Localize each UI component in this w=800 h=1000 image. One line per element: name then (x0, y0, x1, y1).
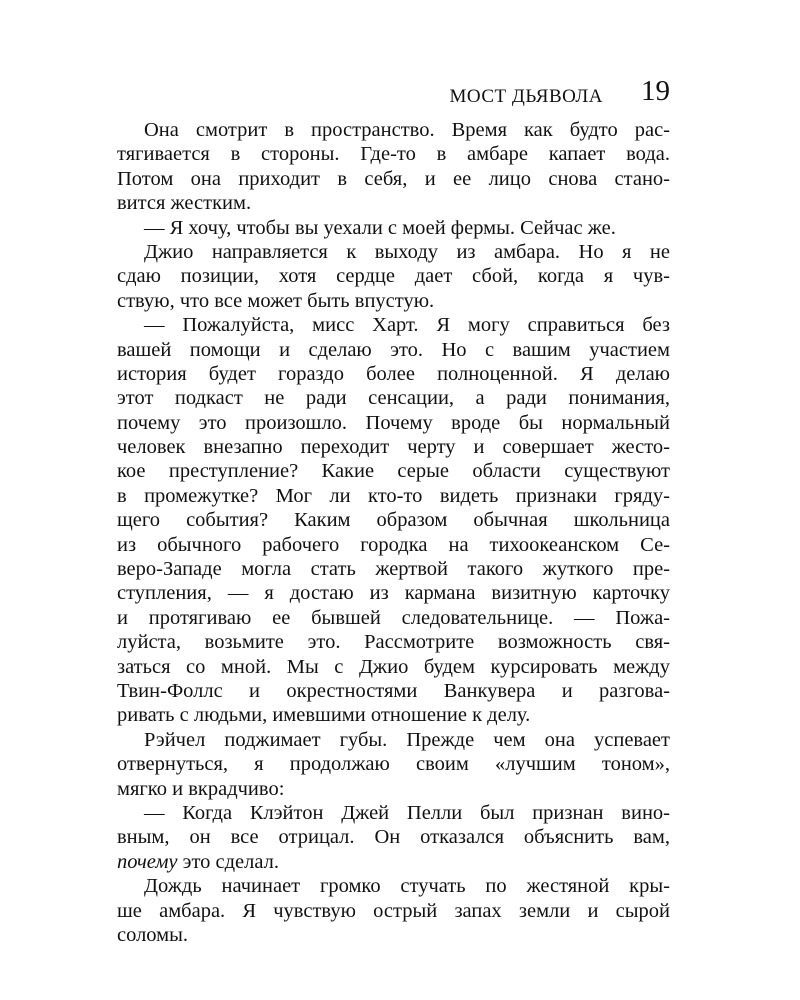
text-line: заться со мной. Мы с Джио будем курсировать между (117, 655, 670, 678)
text-line: ступления, — я достаю из кармана визитную карточку (117, 582, 670, 605)
text-line: вашей помощи и сделаю это. Но с вашим участием (117, 338, 670, 361)
paragraph (117, 801, 670, 874)
text-line: кое преступление? Какие серые области существуют (117, 460, 670, 483)
text-line: сдаю позиции, хотя сердце дает сбой, когда я чув- (117, 265, 670, 288)
text-line: Дождь начинает громко стучать по жестяной кры- (144, 875, 670, 898)
text-line: соломы. (117, 923, 189, 946)
text-line: в промежутке? Мог ли кто-то видеть признаки гряду- (117, 484, 670, 507)
text-line: луйста, возьмите это. Рассмотрите возможность свя- (117, 631, 670, 654)
emphasized-word: почему (117, 850, 178, 873)
paragraph (117, 240, 670, 313)
text-line: этот подкаст не ради сенсации, а ради понимания, (117, 387, 670, 410)
text-line-with-emphasis (117, 850, 670, 874)
text-line: ривать с людьми, имевшими отношение к делу. (117, 704, 531, 727)
text-line: — Пожалуйста, мисс Харт. Я могу справиться без (144, 314, 670, 337)
running-title: МОСТ ДЬЯВОЛА (449, 86, 603, 107)
text-line: — Когда Клэйтон Джей Пелли был признан вино- (144, 801, 670, 824)
paragraph (117, 118, 670, 216)
running-header (117, 72, 670, 112)
text-line: тягивается в стороны. Где-то в амбаре капает вода. (117, 143, 670, 166)
text-line: ше амбара. Я чувствую острый запах земли и сырой (117, 899, 670, 922)
paragraph (117, 728, 670, 801)
paragraph (117, 874, 670, 947)
text-line: — Я хочу, чтобы вы уехали с моей фермы. Сейчас же. (144, 216, 616, 239)
paragraph (117, 313, 670, 728)
text-line: история будет гораздо более полноценной. Я делаю (117, 362, 670, 385)
text-line: мягко и вкрадчиво: (117, 777, 285, 800)
text-line: человек внезапно переходит черту и совершает жесто- (117, 436, 670, 459)
text-line: Потом она приходит в себя, и ее лицо снова стано- (117, 167, 670, 190)
text-line: вится жестким. (117, 192, 252, 215)
text-line: Джио направляется к выходу из амбара. Но я не (144, 240, 670, 263)
text-line: отвернуться, я продолжаю своим «лучшим тоном», (117, 753, 670, 776)
text-line: почему это произошло. Почему вроде бы нормальный (117, 411, 670, 434)
text-line: веро-Западе могла стать жертвой такого жуткого пре- (117, 558, 670, 581)
text-line: щего события? Каким образом обычная школьница (117, 509, 670, 532)
text-line: из обычного рабочего городка на тихоокеанском Се- (117, 533, 670, 556)
text-line: ствую, что все может быть впустую. (117, 289, 435, 312)
body-text (117, 118, 670, 947)
text-line: Она смотрит в пространство. Время как будто рас- (144, 119, 670, 141)
text-line: Твин-Фоллс и окрестностями Ванкувера и разгова- (117, 679, 670, 702)
text-line: Рэйчел поджимает губы. Прежде чем она успевает (144, 728, 670, 751)
paragraph (117, 216, 670, 240)
text-fragment: это сделал. (177, 850, 280, 873)
page-number: 19 (641, 75, 670, 107)
text-line: вным, он все отрицал. Он отказался объяснить вам, (117, 826, 670, 849)
text-line: и протягиваю ее бывшей следовательнице. — Пожа- (117, 606, 670, 629)
